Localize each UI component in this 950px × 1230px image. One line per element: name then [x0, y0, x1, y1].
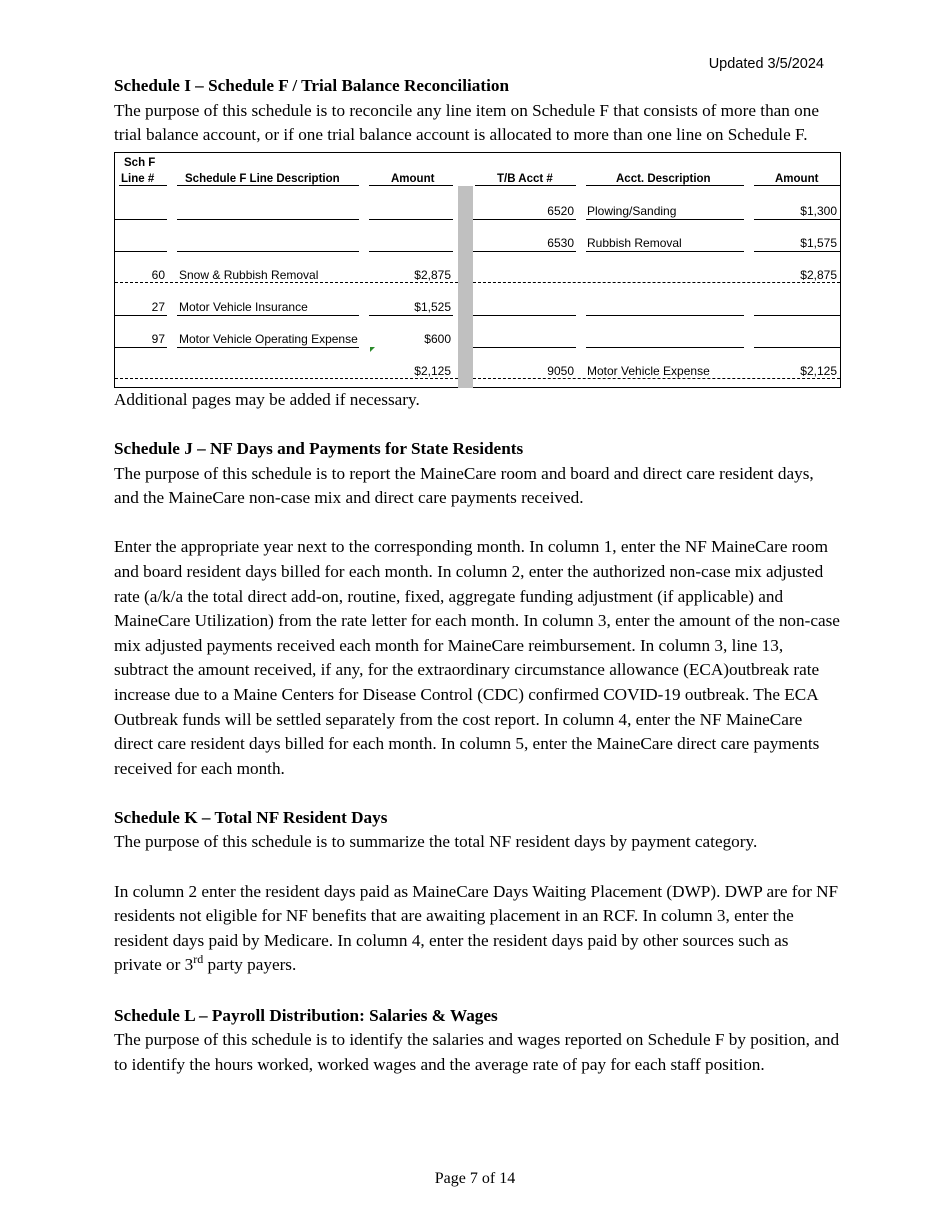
table-row: 60 — [151, 267, 165, 282]
page-number: Page 7 of 14 — [434, 1170, 516, 1187]
table-row: Motor Vehicle Expense — [587, 363, 710, 378]
table-row: 6520 — [547, 203, 574, 218]
table-row: 9050 — [547, 363, 574, 378]
schedule-i-title: Schedule I – Schedule F / Trial Balance Reconciliation — [114, 76, 510, 95]
table-row: $2,875 — [800, 267, 837, 282]
schedule-k-title: Schedule K – Total NF Resident Days — [114, 807, 388, 827]
table-divider — [458, 186, 473, 388]
header-acct-desc: Acct. Description — [616, 172, 711, 185]
table-row: Rubbish Removal — [587, 235, 682, 250]
table-row: Motor Vehicle Operating Expense — [179, 331, 358, 346]
header-line-bottom: Line # — [121, 172, 155, 185]
schedule-j-title: Schedule J – NF Days and Payments for State Residents — [114, 438, 524, 458]
schedule-l-purpose: The purpose of this schedule is to identify the salaries and wages reported on Schedule F by position, and to identify the hours worked, worked wages and the average rate of pay for each staff position. — [114, 1030, 840, 1074]
table-row: $2,125 — [800, 363, 837, 378]
header-amount: Amount — [391, 172, 435, 185]
page-content — [114, 74, 840, 1077]
table-row: $2,875 — [414, 267, 451, 282]
updated-date: Updated 3/5/2024 — [708, 56, 824, 72]
header-desc: Schedule F Line Description — [185, 172, 340, 185]
schedule-i-intro: The purpose of this schedule is to reconcile any line item on Schedule F that consists of more than one trial balance account, or if one trial balance account is allocated to more than one line on Schedule F. — [114, 100, 819, 145]
header-tb-acct: T/B Acct # — [497, 172, 553, 185]
table-row: 27 — [151, 299, 165, 314]
schedule-l-title: Schedule L – Payroll Distribution: Salaries & Wages — [114, 1005, 498, 1025]
table-row: 6530 — [547, 235, 574, 250]
header-line-top: Sch F — [124, 156, 156, 169]
schedule-j-purpose: The purpose of this schedule is to report the MaineCare room and board and direct care resident days, and the MaineCare non-case mix and direct care payments received. — [114, 463, 814, 508]
table-row: Snow & Rubbish Removal — [179, 267, 319, 282]
schedule-k-purpose: The purpose of this schedule is to summarize the total NF resident days by payment category. — [114, 832, 758, 852]
table-row: $2,125 — [414, 363, 451, 378]
table-row: Plowing/Sanding — [587, 203, 677, 218]
table-row: $1,525 — [414, 299, 451, 314]
table-row: Motor Vehicle Insurance — [179, 299, 308, 314]
table-row: $1,300 — [800, 203, 837, 218]
table-row: $1,575 — [800, 235, 837, 250]
table-row: 97 — [151, 331, 165, 346]
schedule-j-instructions: Enter the appropriate year next to the corresponding month. In column 1, enter the NF MaineCare room and board resident days billed for each month. In column 2, enter the authorized non-case mix adjusted rate (a/k/a the total direct add-on, routine, fixed, aggregate funding adjustment (if applicable) and MaineCare Utilization) from the rate letter for each month. In column 3, enter the amount of the non-case mix adjusted payments received each month for MaineCare reimbursement. In column 3, line 13, subtract the amount received, if any, for the extraordinary circumstance allowance (ECA)outbreak rate increase due to a Maine Centers for Disease Control (CDC) confirmed COVID-19 outbreak. The ECA Outbreak funds will be settled separately from the cost report. In column 4, enter the NF MaineCare direct care resident days billed for each month. In column 5, enter the MaineCare direct care payments received for each month. — [114, 537, 840, 778]
table-row: $600 — [424, 331, 451, 346]
reconciliation-table — [114, 152, 841, 388]
header-amount2: Amount — [775, 172, 819, 185]
comment-marker — [370, 347, 375, 352]
schedule-k-instructions: In column 2 enter the resident days paid as MaineCare Days Waiting Placement (DWP). DWP are for NF residents not eligible for NF benefits that are awaiting placement in an RCF. In column 3, enter the resident days paid by Medicare. In column 4, enter the resident days paid by other sources such as private or 3rd party payers. — [114, 881, 839, 975]
schedule-i-note: Additional pages may be added if necessary. — [114, 389, 420, 409]
